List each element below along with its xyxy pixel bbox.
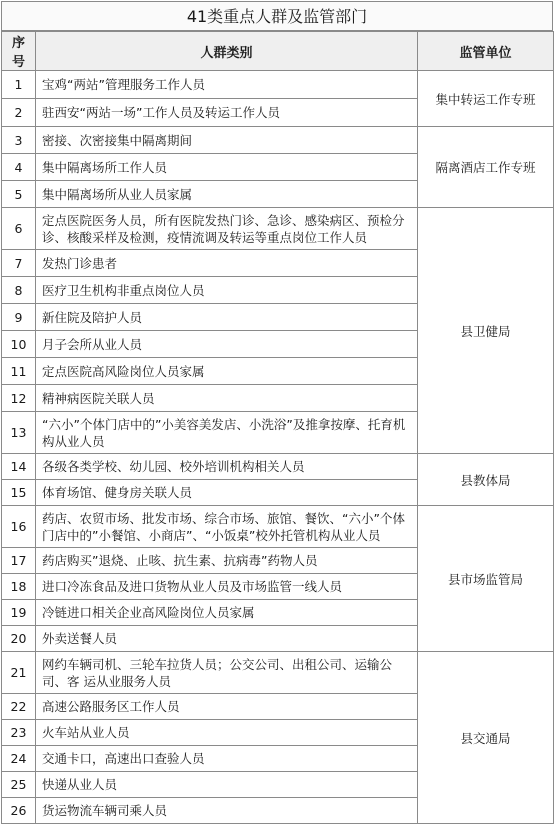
- row-number: 10: [2, 331, 36, 358]
- row-number: 22: [2, 694, 36, 720]
- row-number: 26: [2, 798, 36, 824]
- row-number: 4: [2, 154, 36, 181]
- row-category: 火车站从业人员: [36, 720, 418, 746]
- header-category: 人群类别: [36, 32, 418, 71]
- table-header-row: [2, 32, 554, 71]
- row-number: 1: [2, 71, 36, 99]
- row-category: 药店、农贸市场、批发市场、综合市场、旅馆、餐饮、“六小”个体门店中的”小餐馆、小商店”、“小饭桌”校外托管机构从业人员: [36, 506, 418, 548]
- row-number: 8: [2, 277, 36, 304]
- row-category: 各级各类学校、幼儿园、校外培训机构相关人员: [36, 454, 418, 480]
- row-category: 新住院及陪护人员: [36, 304, 418, 331]
- row-number: 13: [2, 412, 36, 454]
- row-category: 体育场馆、健身房关联人员: [36, 480, 418, 506]
- row-category: 交通卡口，高速出口查验人员: [36, 746, 418, 772]
- row-number: 19: [2, 600, 36, 626]
- row-category: 定点医院高风险岗位人员家属: [36, 358, 418, 385]
- row-number: 16: [2, 506, 36, 548]
- header-no: 序号: [2, 32, 36, 71]
- document: [1, 1, 553, 835]
- row-category: 药店购买”退烧、止咳、抗生素、抗病毒”药物人员: [36, 548, 418, 574]
- table-row: [2, 71, 554, 99]
- department-cell: 县卫健局: [418, 208, 554, 454]
- row-category: 外卖送餐人员: [36, 626, 418, 652]
- row-category: 货运物流车辆司乘人员: [36, 798, 418, 824]
- page-title: 41类重点人群及监管部门: [1, 1, 553, 31]
- table-row: [2, 652, 554, 694]
- row-number: 12: [2, 385, 36, 412]
- department-cell: 县市场监管局: [418, 506, 554, 652]
- row-category: “六小”个体门店中的”小美容美发店、小洗浴”及推拿按摩、托育机构从业人员: [36, 412, 418, 454]
- row-category: 冷链进口相关企业高风险岗位人员家属: [36, 600, 418, 626]
- row-category: 快递从业人员: [36, 772, 418, 798]
- row-category: 发热门诊患者: [36, 250, 418, 277]
- row-category: 宝鸡“两站”管理服务工作人员: [36, 71, 418, 99]
- row-number: 5: [2, 181, 36, 208]
- row-number: 14: [2, 454, 36, 480]
- table-row: [2, 208, 554, 250]
- row-category: 集中隔离场所从业人员家属: [36, 181, 418, 208]
- row-category: 密接、次密接集中隔离期间: [36, 127, 418, 154]
- table-row: [2, 506, 554, 548]
- row-category: 驻西安“两站一场”工作人员及转运工作人员: [36, 99, 418, 127]
- department-cell: 隔离酒店工作专班: [418, 127, 554, 208]
- row-category: 精神病医院关联人员: [36, 385, 418, 412]
- row-category: 定点医院医务人员，所有医院发热门诊、急诊、感染病区、预检分诊、核酸采样及检测，疫情流调及转运等重点岗位工作人员: [36, 208, 418, 250]
- row-number: 17: [2, 548, 36, 574]
- department-cell: 集中转运工作专班: [418, 71, 554, 127]
- row-number: 2: [2, 99, 36, 127]
- department-cell: 县交通局: [418, 652, 554, 824]
- row-category: 高速公路服务区工作人员: [36, 694, 418, 720]
- row-number: 25: [2, 772, 36, 798]
- row-category: 进口冷冻食品及进口货物从业人员及市场监管一线人员: [36, 574, 418, 600]
- row-number: 21: [2, 652, 36, 694]
- row-category: 网约车辆司机、三轮车拉货人员；公交公司、出租公司、运输公司、客 运从业服务人员: [36, 652, 418, 694]
- row-category: 月子会所从业人员: [36, 331, 418, 358]
- row-number: 3: [2, 127, 36, 154]
- department-cell: 县教体局: [418, 454, 554, 506]
- row-category: 集中隔离场所工作人员: [36, 154, 418, 181]
- header-dept: 监管单位: [418, 32, 554, 71]
- row-number: 15: [2, 480, 36, 506]
- row-number: 20: [2, 626, 36, 652]
- row-number: 11: [2, 358, 36, 385]
- row-number: 23: [2, 720, 36, 746]
- table-body: [2, 71, 554, 824]
- row-number: 6: [2, 208, 36, 250]
- row-number: 18: [2, 574, 36, 600]
- row-number: 24: [2, 746, 36, 772]
- row-number: 9: [2, 304, 36, 331]
- table-row: [2, 454, 554, 480]
- table-row: [2, 127, 554, 154]
- supervision-table: [1, 31, 554, 824]
- row-number: 7: [2, 250, 36, 277]
- row-category: 医疗卫生机构非重点岗位人员: [36, 277, 418, 304]
